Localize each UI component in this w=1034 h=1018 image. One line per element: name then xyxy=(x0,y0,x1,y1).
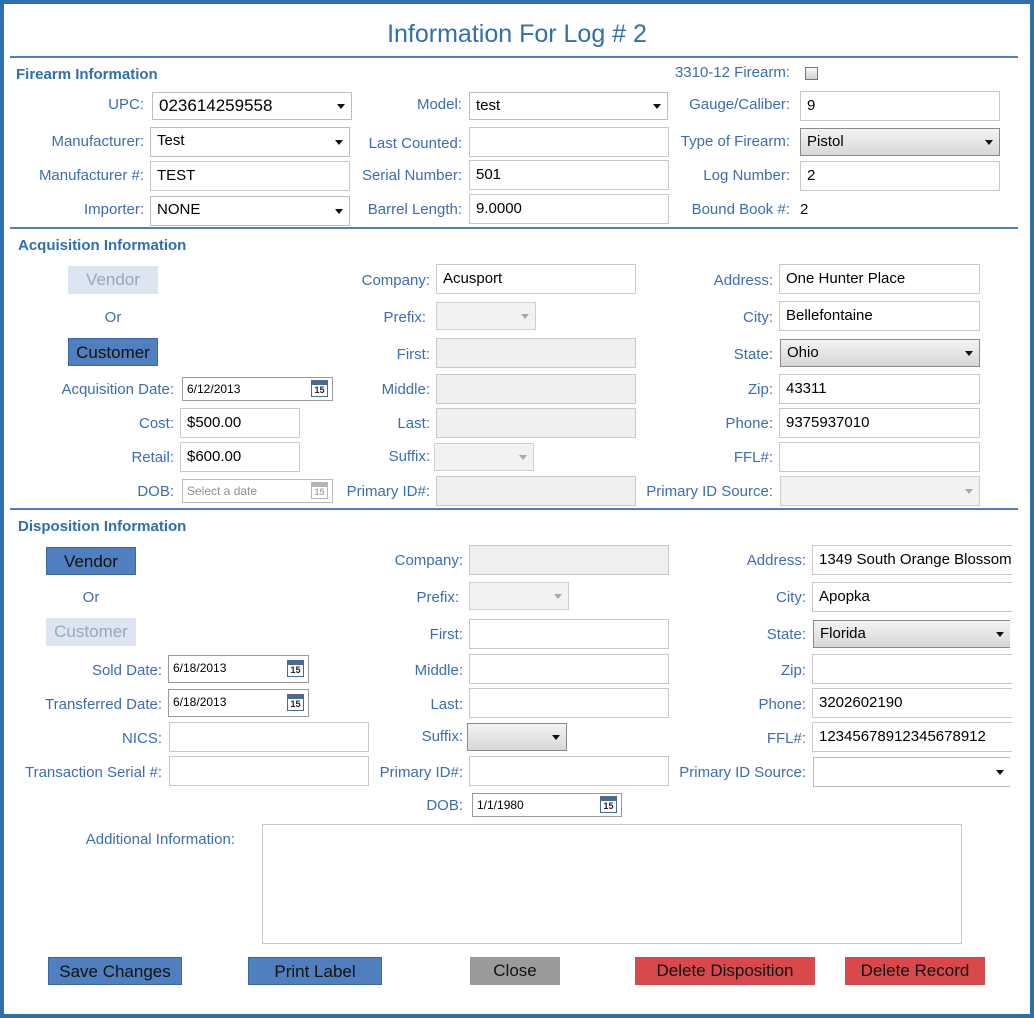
disp-first-input[interactable] xyxy=(469,619,669,649)
disp-primary-src-label: Primary ID Source: xyxy=(679,764,806,781)
disp-phone-input[interactable]: 3202602190 xyxy=(812,688,1012,718)
acq-middle-input[interactable] xyxy=(436,374,636,404)
sold-date-picker[interactable] xyxy=(168,655,309,683)
acq-dob-label: DOB: xyxy=(137,483,174,500)
importer-value: NONE xyxy=(157,201,201,218)
acq-city-input[interactable]: Bellefontaine xyxy=(779,301,980,331)
disp-last-input[interactable] xyxy=(469,688,669,718)
disp-last-label: Last: xyxy=(430,696,463,713)
disp-dob-label: DOB: xyxy=(426,797,463,814)
mfr-num-input[interactable]: TEST xyxy=(150,161,350,191)
cost-input[interactable]: $500.00 xyxy=(180,408,300,438)
acq-ffl-label: FFL#: xyxy=(733,449,773,466)
model-label: Model: xyxy=(416,96,462,113)
dialog-title: Information For Log # 2 xyxy=(387,20,647,48)
transferred-date-value: 6/18/2013 xyxy=(173,695,227,709)
disp-zip-input[interactable] xyxy=(812,654,1012,684)
disp-customer-button[interactable]: Customer xyxy=(46,618,136,646)
upc-label: UPC: xyxy=(108,96,144,113)
retail-label: Retail: xyxy=(131,449,174,466)
disp-suffix-combo[interactable] xyxy=(467,723,567,751)
disp-address-input[interactable]: 1349 South Orange Blossom xyxy=(812,545,1012,575)
acq-customer-button[interactable]: Customer xyxy=(68,338,158,366)
acquisition-divider xyxy=(10,508,1018,510)
manufacturer-label: Manufacturer: xyxy=(51,133,144,150)
sold-date-value: 6/18/2013 xyxy=(173,661,227,675)
chevron-down-icon xyxy=(554,594,562,599)
additional-label: Additional Information: xyxy=(85,831,235,848)
acq-address-input[interactable]: One Hunter Place xyxy=(779,264,980,294)
chevron-down-icon xyxy=(519,455,527,460)
type-value: Pistol xyxy=(807,133,844,150)
acq-middle-label: Middle: xyxy=(381,381,430,398)
disp-dob-value: 1/1/1980 xyxy=(477,798,524,812)
model-combo[interactable] xyxy=(469,92,668,120)
calendar-icon[interactable]: 15 xyxy=(600,796,617,813)
acq-or-label: Or xyxy=(104,309,122,326)
disp-primary-id-input[interactable] xyxy=(469,756,669,786)
disp-vendor-button[interactable]: Vendor xyxy=(46,547,136,575)
importer-label: Importer: xyxy=(83,201,144,218)
log-label: Log Number: xyxy=(703,167,790,184)
chevron-down-icon xyxy=(521,314,529,319)
acq-vendor-button[interactable]: Vendor xyxy=(68,266,158,294)
acq-primary-id-label: Primary ID#: xyxy=(346,483,430,500)
disp-or-label: Or xyxy=(82,589,100,606)
serial-label: Serial Number: xyxy=(361,167,462,184)
delete-record-button[interactable]: Delete Record xyxy=(845,957,985,985)
nics-label: NICS: xyxy=(121,730,162,747)
disp-middle-label: Middle: xyxy=(414,662,463,679)
barrel-input[interactable]: 9.0000 xyxy=(469,194,669,224)
print-label-button[interactable]: Print Label xyxy=(248,957,382,985)
disp-dob-picker[interactable] xyxy=(472,793,622,817)
checkbox-3310[interactable] xyxy=(805,67,818,80)
log-input[interactable]: 2 xyxy=(800,161,1000,191)
manufacturer-value: Test xyxy=(157,132,185,149)
importer-combo[interactable] xyxy=(150,196,350,226)
disp-phone-label: Phone: xyxy=(758,696,806,713)
chevron-down-icon xyxy=(552,735,560,740)
acq-primary-src-label: Primary ID Source: xyxy=(646,483,773,500)
acq-last-input[interactable] xyxy=(436,408,636,438)
chevron-down-icon xyxy=(653,104,661,109)
chevron-down-icon xyxy=(337,104,345,109)
disp-suffix-label: Suffix: xyxy=(421,728,463,745)
acq-date-value: 6/12/2013 xyxy=(187,382,241,396)
sold-label: Sold Date: xyxy=(91,662,162,679)
close-button[interactable]: Close xyxy=(470,957,560,985)
upc-value: 023614259558 xyxy=(159,96,273,115)
cost-label: Cost: xyxy=(138,415,174,432)
disp-first-label: First: xyxy=(429,626,463,643)
acq-first-input[interactable] xyxy=(436,338,636,368)
upc-combo[interactable] xyxy=(152,92,352,120)
disp-city-input[interactable]: Apopka xyxy=(812,582,1012,612)
transferred-date-picker[interactable] xyxy=(168,689,309,717)
acq-prefix-label: Prefix: xyxy=(383,309,426,326)
calendar-icon[interactable]: 15 xyxy=(287,694,304,711)
acq-primary-src-combo[interactable] xyxy=(780,476,980,506)
acq-company-input[interactable]: Acusport xyxy=(436,264,636,294)
disp-ffl-label: FFL#: xyxy=(766,730,806,747)
gauge-input[interactable]: 9 xyxy=(800,91,1000,121)
mfr-num-label: Manufacturer #: xyxy=(38,167,144,184)
acq-phone-input[interactable]: 9375937010 xyxy=(779,408,980,438)
retail-input[interactable]: $600.00 xyxy=(180,442,300,472)
acquisition-heading: Acquisition Information xyxy=(18,237,187,254)
acq-state-value: Ohio xyxy=(787,344,819,361)
acq-phone-label: Phone: xyxy=(725,415,773,432)
acq-suffix-label: Suffix: xyxy=(388,448,430,465)
acq-last-label: Last: xyxy=(397,415,430,432)
additional-textarea[interactable] xyxy=(262,824,962,944)
disp-state-combo[interactable] xyxy=(813,620,1010,648)
chevron-down-icon xyxy=(965,489,973,494)
acq-suffix-combo[interactable] xyxy=(434,443,534,471)
disp-middle-input[interactable] xyxy=(469,654,669,684)
acq-city-label: City: xyxy=(743,309,773,326)
acq-dob-placeholder: Select a date xyxy=(187,484,258,498)
disp-ffl-input[interactable]: 12345678912345678912 xyxy=(812,722,1012,752)
acq-date-label: Acquisition Date: xyxy=(61,381,174,398)
calendar-icon[interactable]: 15 xyxy=(311,482,328,499)
model-value: test xyxy=(476,97,501,114)
acq-state-label: State: xyxy=(733,346,773,363)
acq-address-label: Address: xyxy=(713,272,773,289)
type-combo[interactable] xyxy=(800,128,1000,156)
transferred-label: Transferred Date: xyxy=(45,696,162,713)
disp-company-label: Company: xyxy=(394,552,463,569)
label-3310: 3310-12 Firearm: xyxy=(674,64,790,81)
trans-serial-label: Transaction Serial #: xyxy=(24,764,162,781)
calendar-icon[interactable]: 15 xyxy=(287,660,304,677)
serial-input[interactable]: 501 xyxy=(469,160,669,190)
acq-zip-input[interactable]: 43311 xyxy=(779,374,980,404)
chevron-down-icon xyxy=(965,351,973,356)
bound-value: 2 xyxy=(800,201,809,218)
title-divider xyxy=(10,56,1018,58)
type-label: Type of Firearm: xyxy=(680,133,790,150)
acq-primary-id-input[interactable] xyxy=(436,476,636,506)
disp-address-label: Address: xyxy=(746,552,806,569)
disp-primary-src-combo[interactable] xyxy=(813,757,1010,787)
acq-company-label: Company: xyxy=(361,272,430,289)
bound-label: Bound Book #: xyxy=(691,201,790,218)
chevron-down-icon xyxy=(996,770,1004,775)
disp-state-value: Florida xyxy=(820,625,866,642)
last-counted-input[interactable] xyxy=(469,127,669,157)
firearm-heading: Firearm Information xyxy=(16,66,158,83)
disp-prefix-label: Prefix: xyxy=(416,589,459,606)
disp-zip-label: Zip: xyxy=(780,662,806,679)
disp-prefix-combo[interactable] xyxy=(469,582,569,610)
acq-state-combo[interactable] xyxy=(780,339,980,367)
last-counted-label: Last Counted: xyxy=(368,135,462,152)
calendar-icon[interactable]: 15 xyxy=(311,380,328,397)
acq-first-label: First: xyxy=(396,346,430,363)
delete-disposition-button[interactable]: Delete Disposition xyxy=(635,957,815,985)
disp-company-input[interactable] xyxy=(469,545,669,575)
acq-prefix-combo[interactable] xyxy=(436,302,536,330)
acq-ffl-input[interactable] xyxy=(779,442,980,472)
chevron-down-icon xyxy=(985,140,993,145)
firearm-divider xyxy=(10,227,1018,229)
disp-primary-id-label: Primary ID#: xyxy=(379,764,463,781)
save-changes-button[interactable]: Save Changes xyxy=(48,957,182,985)
manufacturer-combo[interactable] xyxy=(150,127,350,157)
chevron-down-icon xyxy=(996,632,1004,637)
gauge-label: Gauge/Caliber: xyxy=(689,96,790,113)
disposition-heading: Disposition Information xyxy=(18,518,187,535)
disp-city-label: City: xyxy=(776,589,806,606)
acq-zip-label: Zip: xyxy=(747,381,773,398)
barrel-label: Barrel Length: xyxy=(367,201,462,218)
disp-state-label: State: xyxy=(766,626,806,643)
